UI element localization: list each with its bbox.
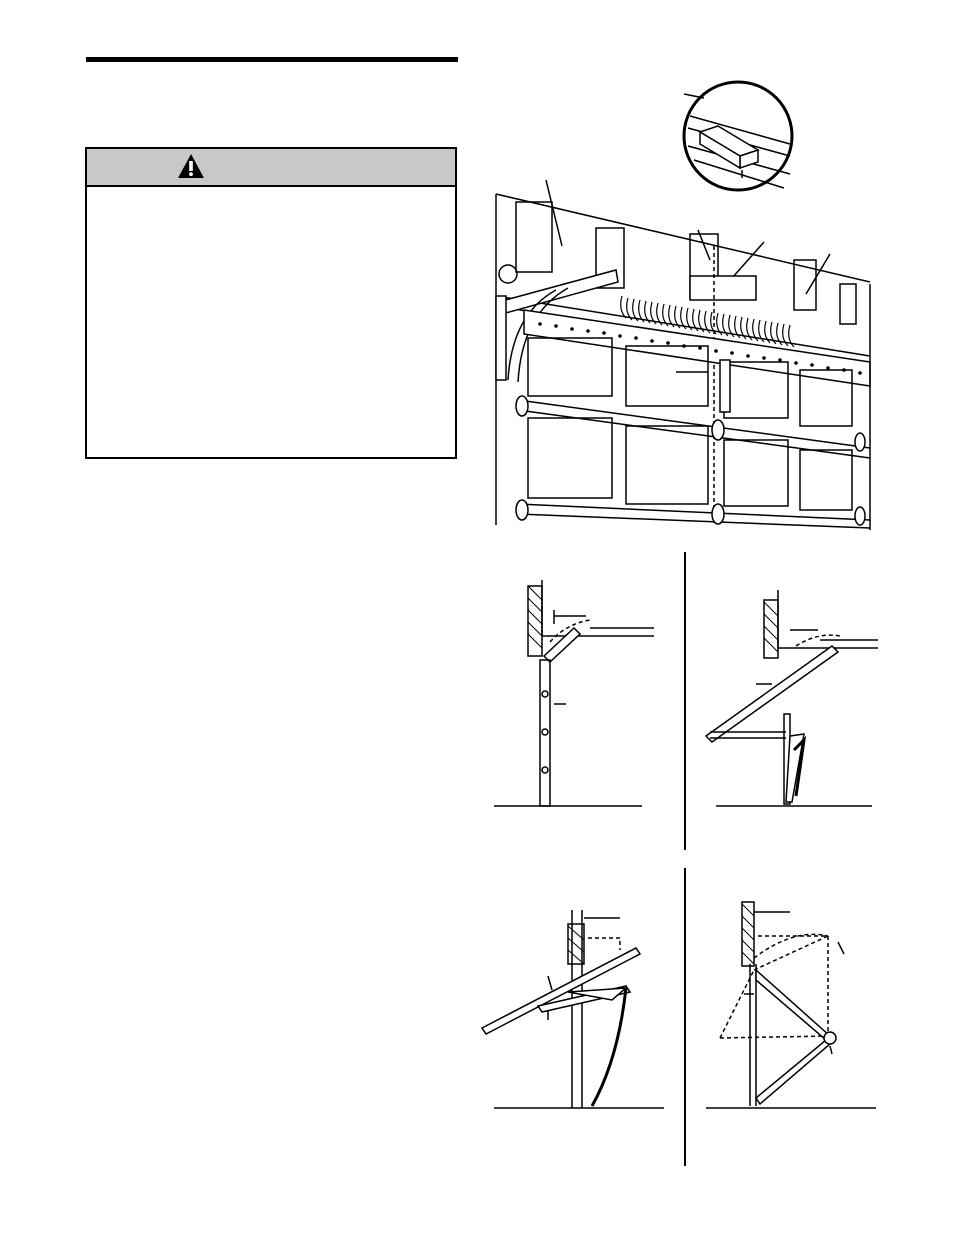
one-piece-door-pivot-hardware-illustration [704, 898, 882, 1114]
warning-box [85, 147, 457, 459]
section-title-rule [86, 57, 458, 62]
figure-divider-top [684, 552, 686, 850]
warning-triangle-icon [177, 153, 205, 179]
garage-door-header-illustration [494, 70, 874, 530]
figure-divider-bottom [684, 868, 686, 1166]
sectional-door-side-view-illustration [494, 580, 669, 810]
one-piece-door-jamb-hardware-illustration [480, 910, 670, 1115]
one-piece-door-with-track-illustration [700, 580, 880, 810]
warning-header [87, 149, 455, 187]
header-bracket-detail-icon [684, 82, 792, 190]
